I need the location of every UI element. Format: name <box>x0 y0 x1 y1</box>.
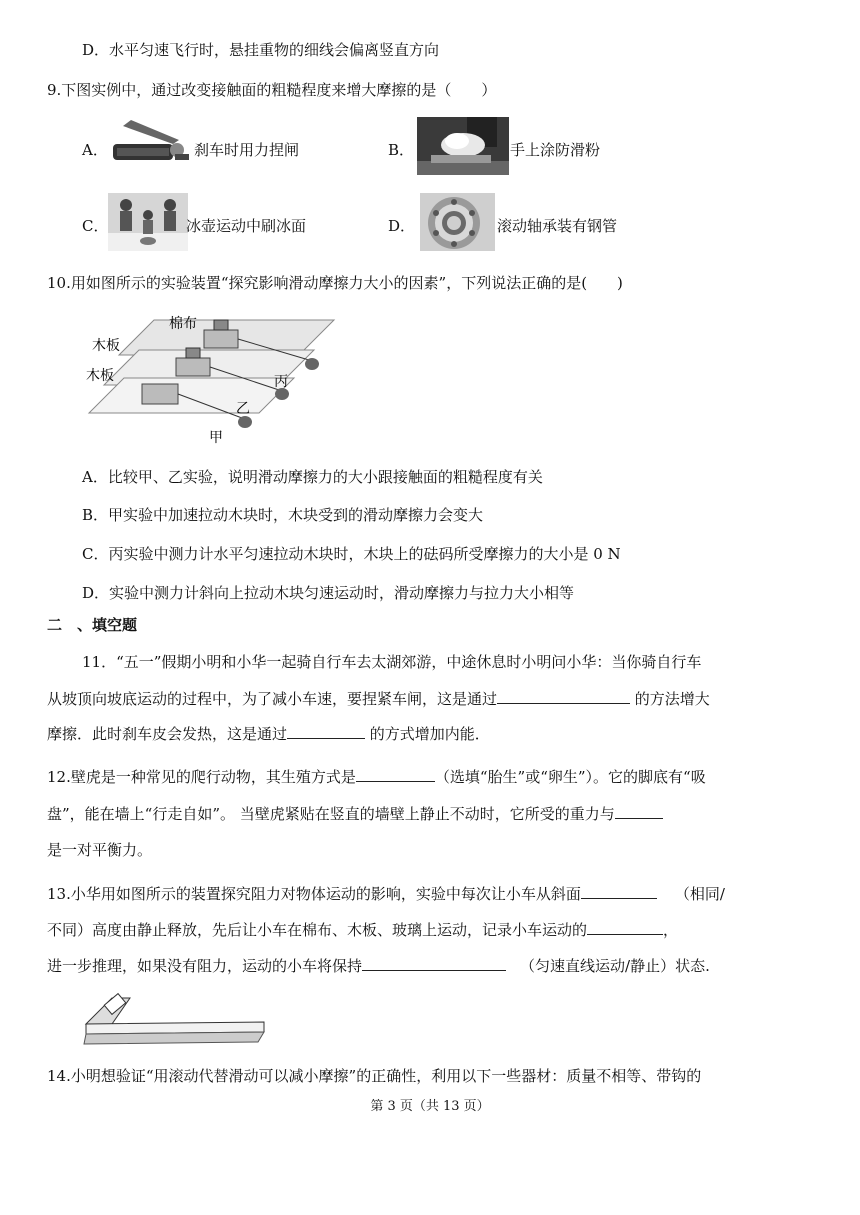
anti-slip-powder-image <box>417 117 509 175</box>
q9-option-b-text: 手上涂防滑粉 <box>510 141 601 159</box>
q10-option-a: A．比较甲、乙实验，说明滑动摩擦力的大小跟接触面的粗糙程度有关 <box>82 468 543 486</box>
incline-cart-figure <box>82 992 268 1048</box>
q13-line1: 13.小华用如图所示的装置探究阻力对物体运动的影响，实验中每次让小车从斜面 （相同/ <box>47 885 725 903</box>
q10-option-d: D．实验中测力计斜向上拉动木块匀速运动时，滑动摩擦力与拉力大小相等 <box>82 584 575 602</box>
q11-blank-1[interactable] <box>497 689 630 704</box>
brake-lever-image <box>113 118 191 172</box>
label-bing: 丙 <box>274 374 288 390</box>
q14-line1: 14.小明想验证“用滚动代替滑动可以减小摩擦”的正确性，利用以下一些器材：质量不相等、带钩的 <box>47 1067 702 1085</box>
q12-line2: 盘”，能在墙上“行走自如”。 当壁虎紧贴在竖直的墙壁上静止不动时，它所受的重力与 <box>47 804 663 824</box>
q9-option-d-text: 滚动轴承装有钢管 <box>497 217 618 235</box>
label-jia: 甲 <box>209 430 223 446</box>
page-footer: 第 3 页（共 13 页） <box>370 1099 490 1114</box>
q12-line1: 12.壁虎是一种常见的爬行动物，其生殖方式是 （选填“胎生”或“卵生”）。它的脚底有“吸 <box>47 768 706 786</box>
q8-option-d: D．水平匀速飞行时，悬挂重物的细线会偏离竖直方向 <box>82 41 440 59</box>
q12-line3: 是一对平衡力。 <box>47 841 153 859</box>
q9-stem: 9.下图实例中，通过改变接触面的粗糙程度来增大摩擦的是（ ） <box>47 81 497 99</box>
q9-option-d-letter: D． <box>388 217 416 235</box>
friction-experiment-figure <box>84 310 346 448</box>
label-cotton: 棉布 <box>169 316 197 332</box>
q12-blank-2[interactable] <box>615 804 663 819</box>
label-board-1: 木板 <box>92 338 120 354</box>
q13-line2: 不同）高度由静止释放，先后让小车在棉布、木板、玻璃上运动，记录小车运动的 ， <box>47 921 679 939</box>
section-fill-in-title: 二 、填空题 <box>47 616 138 634</box>
q9-option-c-text: 冰壶运动中刷冰面 <box>186 217 307 235</box>
q11-blank-2[interactable] <box>287 724 365 739</box>
label-board-2: 木板 <box>86 368 114 384</box>
q10-option-c: C．丙实验中测力计水平匀速拉动木块时，木块上的砝码所受摩擦力的大小是 0 N <box>82 545 621 563</box>
q9-option-b-letter: B． <box>388 141 415 159</box>
q9-option-a-text: 刹车时用力捏闸 <box>194 141 300 159</box>
q10-stem: 10.用如图所示的实验装置“探究影响滑动摩擦力大小的因素”，下列说法正确的是( ) <box>47 274 623 292</box>
q11-line3: 摩擦．此时刹车皮会发热，这是通过 的方式增加内能． <box>47 725 490 743</box>
q13-blank-3[interactable] <box>362 956 506 971</box>
q11-line1: 11．“五一”假期小明和小华一起骑自行车去太湖郊游，中途休息时小明问小华：当你骑自行车 <box>82 653 702 671</box>
q11-line2: 从坡顶向坡底运动的过程中，为了减小车速，要捏紧车闸，这是通过 的方法增大 <box>47 690 710 708</box>
q13-line3: 进一步推理，如果没有阻力，运动的小车将保持 （匀速直线运动/静止）状态. <box>47 957 710 975</box>
q13-blank-1[interactable] <box>581 884 657 899</box>
q9-option-a-letter: A． <box>82 141 108 159</box>
curling-sweeping-image <box>108 193 188 251</box>
q9-option-c-letter: C． <box>82 217 109 235</box>
q13-blank-2[interactable] <box>587 920 663 935</box>
ball-bearing-image <box>420 193 495 251</box>
q10-option-b: B．甲实验中加速拉动木块时，木块受到的滑动摩擦力会变大 <box>82 506 484 524</box>
q12-blank-1[interactable] <box>356 767 435 782</box>
label-yi: 乙 <box>236 401 250 417</box>
